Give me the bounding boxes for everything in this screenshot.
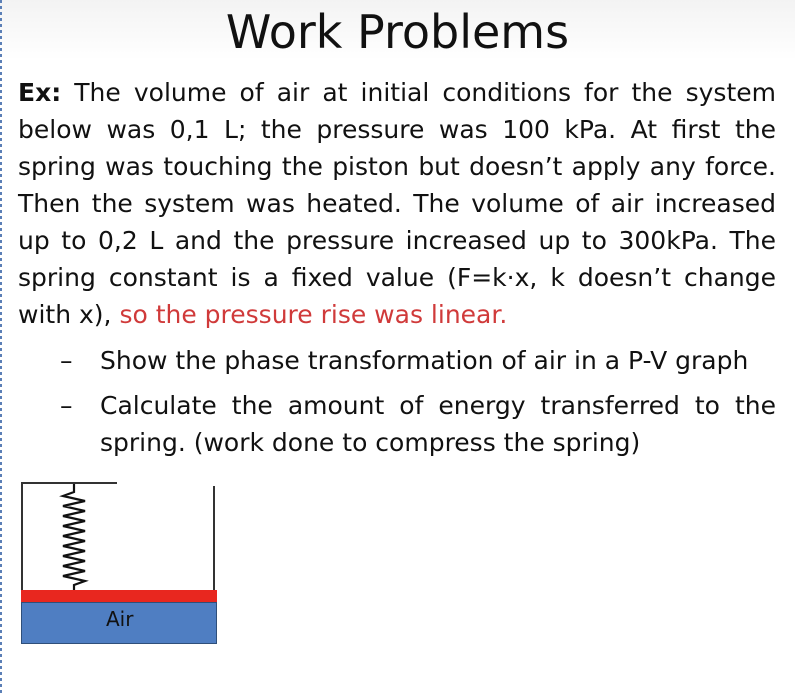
problem-text: The volume of air at initial conditions for the system below was 0,1 L; the pressure was 100 kPa. At first the spring was touching the piston but doesn’t apply any force. Then the system was heated. The volume of air increased up to 0,2 L and the pressure increased up to 300kPa. The spring constant is a fixed value (F=k·x, k doesn’t change with x), bbox=[18, 78, 776, 329]
bullet-dash: – bbox=[60, 346, 73, 375]
task-text: Show the phase transformation of air in a P-V graph bbox=[100, 346, 749, 375]
task-item bbox=[60, 342, 776, 379]
slide-title: Work Problems bbox=[225, 5, 570, 59]
cylinder-left-wall bbox=[21, 482, 23, 592]
example-label: Ex: bbox=[18, 78, 62, 107]
slide-left-border bbox=[0, 0, 2, 693]
air-chamber bbox=[21, 602, 217, 644]
highlight-text: so the pressure rise was linear. bbox=[119, 300, 508, 329]
spring-icon bbox=[59, 484, 89, 592]
cylinder-right-wall bbox=[213, 486, 215, 592]
piston-cylinder-diagram bbox=[21, 482, 219, 644]
piston bbox=[21, 590, 217, 602]
problem-paragraph bbox=[18, 74, 776, 333]
task-text: Calculate the amount of energy transferred to the spring. (work done to compress the spring) bbox=[100, 391, 776, 457]
air-label: Air bbox=[106, 607, 134, 631]
bullet-dash: – bbox=[60, 391, 73, 420]
task-list bbox=[60, 342, 776, 469]
task-item bbox=[60, 387, 776, 461]
